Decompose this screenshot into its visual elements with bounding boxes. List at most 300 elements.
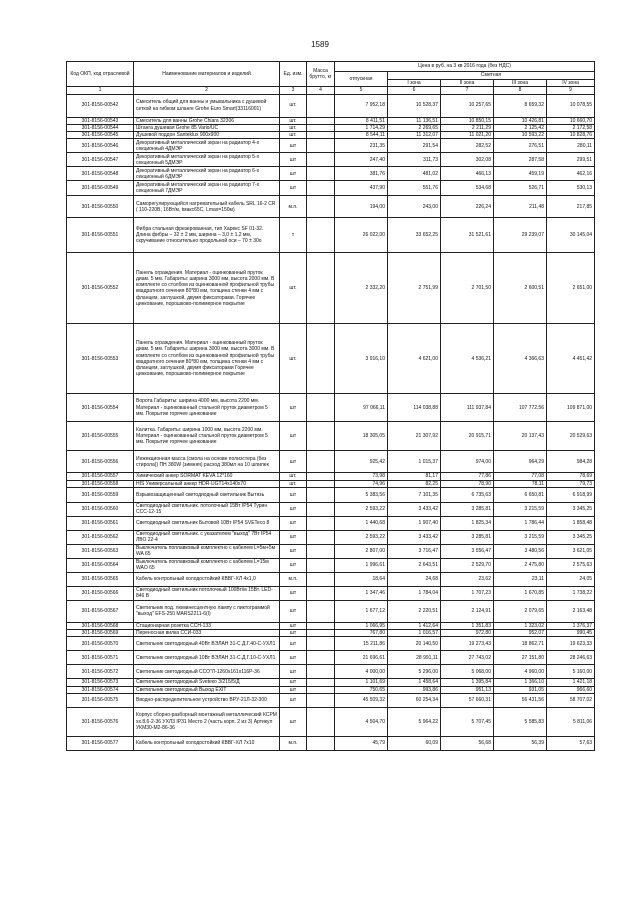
table-row	[67, 516, 595, 530]
row-price-zone4: 28 246,63	[547, 651, 595, 665]
row-mass	[307, 124, 335, 131]
row-unit: шт	[280, 651, 307, 665]
row-price-zone2: 11 021,20	[441, 132, 494, 139]
row-price-release: 437,90	[335, 181, 388, 196]
row-price-release: 1 347,46	[335, 586, 388, 600]
row-name: Выключатель поплавковый комплектно с кабелем L=15м WAO 65	[134, 558, 280, 572]
table-row	[67, 124, 595, 131]
table-row	[67, 665, 595, 679]
row-code: 301-8156-00559	[67, 487, 134, 502]
row-name: Кабель контрольный холодостойкий КВВГ-ХЛ 7х10	[134, 736, 280, 750]
row-name: Кабель контрольный холодостойкий КВВГ-ХЛ 4х1,0	[134, 572, 280, 586]
row-price-zone2: 111 937,84	[441, 394, 494, 422]
col-number: 5	[335, 87, 388, 94]
row-price-zone2: 226,24	[441, 196, 494, 218]
row-price-zone2: 20 915,71	[441, 422, 494, 451]
row-unit: т	[280, 218, 307, 253]
header-zone2: II зона	[441, 80, 494, 87]
table-row	[67, 679, 595, 686]
row-price-zone4: 2 172,58	[547, 124, 595, 131]
row-mass	[307, 651, 335, 665]
row-unit: шт	[280, 487, 307, 502]
row-name: Фибра стальная фрезерованная, тип Харекс SF 01-32. Длина фибры – 32 ± 2 мм, ширина – 3,0 ± 1,2 мм, скручивание относительно продольной оси – 70 ± 30о	[134, 218, 280, 253]
table-row	[67, 707, 595, 736]
row-mass	[307, 94, 335, 117]
row-price-zone4: 462,16	[547, 167, 595, 181]
row-mass	[307, 736, 335, 750]
row-price-zone4: 990,45	[547, 630, 595, 637]
row-price-zone1: 10 528,37	[388, 94, 441, 117]
row-price-zone3: 1 786,44	[494, 516, 547, 530]
row-price-zone3: 3 480,56	[494, 544, 547, 558]
row-price-release: 247,40	[335, 153, 388, 167]
row-code: 301-8156-00557	[67, 473, 134, 480]
table-row	[67, 117, 595, 124]
row-price-zone4: 984,28	[547, 451, 595, 473]
row-name: Взрывозащищенный светодиодный светильник Вытязь	[134, 487, 280, 502]
table-row	[67, 600, 595, 622]
row-price-zone3: 10 593,22	[494, 132, 547, 139]
row-price-zone2: 78,90	[441, 480, 494, 487]
row-price-zone1: 7 101,35	[388, 487, 441, 502]
row-price-release: 1 714,29	[335, 124, 388, 131]
row-price-release: 8 544,11	[335, 132, 388, 139]
row-code: 301-8156-00542	[67, 94, 134, 117]
row-price-zone3: 6 650,81	[494, 487, 547, 502]
row-price-zone1: 1 015,37	[388, 451, 441, 473]
row-price-release: 2 332,20	[335, 253, 388, 324]
row-code: 301-8156-00556	[67, 451, 134, 473]
row-price-release: 1 440,68	[335, 516, 388, 530]
row-price-zone3: 2 125,42	[494, 124, 547, 131]
row-mass	[307, 665, 335, 679]
header-zone4: IV зона	[547, 80, 595, 87]
row-price-zone1: 2 220,51	[388, 600, 441, 622]
row-price-zone1: 2 751,99	[388, 253, 441, 324]
row-price-zone3: 8 659,32	[494, 94, 547, 117]
header-code: Код ОКП, код отраслевой	[67, 62, 134, 87]
row-price-release: 3 916,10	[335, 324, 388, 394]
row-price-zone1: 11 136,51	[388, 117, 441, 124]
row-price-zone2: 974,00	[441, 451, 494, 473]
table-row	[67, 630, 595, 637]
row-name: Штанга душевая Grohe 85 Vario/UC	[134, 124, 280, 131]
row-price-zone1: 60 254,34	[388, 693, 441, 707]
row-name: Декоративный металлический экран на радиатор 7-х секционный 7ДМЭР	[134, 181, 280, 196]
row-price-zone4: 24,05	[547, 572, 595, 586]
row-price-release: 750,65	[335, 686, 388, 693]
row-price-release: 1 677,12	[335, 600, 388, 622]
header-price-group: Цена в руб. на 3 кв 2016 года (без НДС)	[335, 62, 595, 72]
row-price-release: 2 807,00	[335, 544, 388, 558]
row-price-zone4: 2 651,00	[547, 253, 595, 324]
row-unit: шт	[280, 153, 307, 167]
row-unit: м.п.	[280, 196, 307, 218]
table-row	[67, 324, 595, 394]
table-row	[67, 693, 595, 707]
row-price-zone1: 481,02	[388, 167, 441, 181]
table-row	[67, 651, 595, 665]
row-price-zone1: 1 458,64	[388, 679, 441, 686]
row-price-zone1: 11 312,07	[388, 132, 441, 139]
header-zone3: III зона	[494, 80, 547, 87]
row-mass	[307, 480, 335, 487]
row-price-release: 231,35	[335, 139, 388, 153]
row-unit: шт	[280, 707, 307, 736]
row-price-zone4: 2 163,48	[547, 600, 595, 622]
row-price-zone1: 3 716,47	[388, 544, 441, 558]
row-price-zone3: 29 239,07	[494, 218, 547, 253]
row-name: Светодиодный светильник потолочный 100Вт/м 15Вт. LED-846 В	[134, 586, 280, 600]
table-row	[67, 572, 595, 586]
row-name: Душевой поддон Santeklux 900х900	[134, 132, 280, 139]
row-price-zone1: 2 269,65	[388, 124, 441, 131]
table-row	[67, 94, 595, 117]
row-name: Саморегулирующийся нагревательный кабель SRL 16-2 CR ( 110-220В, 16Вт/м, tмакс65С, Lmax=150м)	[134, 196, 280, 218]
header-mass: Масса брутто, кг	[307, 62, 335, 87]
row-code: 301-8156-00546	[67, 139, 134, 153]
row-code: 301-8156-00555	[67, 422, 134, 451]
row-price-zone1: 291,54	[388, 139, 441, 153]
row-unit: шт	[280, 622, 307, 629]
row-name: Светильник под. люминесцентную лампу с пиктограммой "выход" EFS-250 MARS2211-6(I)	[134, 600, 280, 622]
row-price-zone3: 10 426,81	[494, 117, 547, 124]
row-unit: шт.	[280, 117, 307, 124]
row-code: 301-8156-00563	[67, 544, 134, 558]
row-name: Светильник светодиодный Выход EXIT	[134, 686, 280, 693]
header-name: Наименование материалов и изделий	[134, 62, 280, 87]
row-unit: шт	[280, 139, 307, 153]
row-price-zone4: 530,13	[547, 181, 595, 196]
row-unit: шт.	[280, 324, 307, 394]
table-row	[67, 132, 595, 139]
row-price-release: 26 022,00	[335, 218, 388, 253]
table-body	[67, 94, 595, 750]
row-price-zone2: 3 285,81	[441, 502, 494, 516]
row-price-zone4: 109 871,00	[547, 394, 595, 422]
row-unit: шт	[280, 181, 307, 196]
row-unit: шт	[280, 502, 307, 516]
row-unit: м.п.	[280, 572, 307, 586]
table-row	[67, 167, 595, 181]
row-mass	[307, 422, 335, 451]
row-price-zone2: 972,80	[441, 630, 494, 637]
row-price-zone3: 526,71	[494, 181, 547, 196]
row-price-zone3: 20 137,43	[494, 422, 547, 451]
row-price-release: 73,98	[335, 473, 388, 480]
row-price-release: 194,00	[335, 196, 388, 218]
row-price-zone2: 5 068,00	[441, 665, 494, 679]
row-price-zone4: 1 858,48	[547, 516, 595, 530]
row-price-release: 45,79	[335, 736, 388, 750]
row-code: 301-8156-00567	[67, 600, 134, 622]
row-price-zone2: 1 351,83	[441, 622, 494, 629]
row-unit: шт.	[280, 132, 307, 139]
row-price-zone4: 6 918,99	[547, 487, 595, 502]
row-price-release: 18 305,05	[335, 422, 388, 451]
row-code: 301-8156-00577	[67, 736, 134, 750]
row-price-zone2: 10 850,15	[441, 117, 494, 124]
row-name: Стационарная розетка ССН-133	[134, 622, 280, 629]
row-price-zone3: 78,11	[494, 480, 547, 487]
row-price-release: 381,76	[335, 167, 388, 181]
row-price-zone2: 2 529,70	[441, 558, 494, 572]
row-name: Светильник светодиодный 40Вт ВЭЛАН 31-С Д.Г.40-С-УХЛ1	[134, 637, 280, 651]
row-price-zone2: 466,13	[441, 167, 494, 181]
row-code: 301-8156-00576	[67, 707, 134, 736]
row-mass	[307, 530, 335, 544]
table-row	[67, 139, 595, 153]
row-price-zone4: 10 828,76	[547, 132, 595, 139]
row-price-zone1: 20 140,50	[388, 637, 441, 651]
header-release: отпускная	[335, 72, 388, 87]
row-price-zone4: 30 145,04	[547, 218, 595, 253]
row-price-zone1: 114 038,88	[388, 394, 441, 422]
row-price-release: 8 411,51	[335, 117, 388, 124]
row-name: Калитка. Габариты: ширина 1000 мм, высота 2200 мм. Материал - оцинкованный стальной пруток диаметром 5 мм. Покрытие горячее цинкование	[134, 422, 280, 451]
row-price-zone1: 311,73	[388, 153, 441, 167]
row-price-zone3: 1 323,02	[494, 622, 547, 629]
row-code: 301-8156-00550	[67, 196, 134, 218]
row-price-zone1: 3 433,42	[388, 502, 441, 516]
row-price-zone1: 1 907,40	[388, 516, 441, 530]
row-mass	[307, 487, 335, 502]
row-price-zone3: 1 366,10	[494, 679, 547, 686]
row-mass	[307, 502, 335, 516]
row-mass	[307, 572, 335, 586]
row-unit: шт	[280, 665, 307, 679]
row-price-zone3: 4 366,63	[494, 324, 547, 394]
row-price-zone2: 56,68	[441, 736, 494, 750]
row-name: HIS Универсальный анкер HDR-UGT14х140х70	[134, 480, 280, 487]
row-mass	[307, 451, 335, 473]
row-name: Декоративный металлический экран на радиатор 4-х секционный 4ДМЭР	[134, 139, 280, 153]
row-price-zone3: 964,29	[494, 451, 547, 473]
row-name: Декоративный металлический экран на радиатор 6-х секционный 6ДМЭР	[134, 167, 280, 181]
table-row	[67, 451, 595, 473]
row-price-zone3: 1 670,85	[494, 586, 547, 600]
table-row	[67, 736, 595, 750]
row-price-zone4: 78,69	[547, 473, 595, 480]
row-code: 301-8156-00554	[67, 394, 134, 422]
row-price-zone3: 27 151,80	[494, 651, 547, 665]
table-row	[67, 196, 595, 218]
row-mass	[307, 218, 335, 253]
row-unit: шт.	[280, 253, 307, 324]
row-unit: шт	[280, 422, 307, 451]
row-price-zone2: 2 211,29	[441, 124, 494, 131]
row-price-zone1: 81,17	[388, 473, 441, 480]
row-price-zone1: 4 621,00	[388, 324, 441, 394]
row-price-zone4: 10 078,55	[547, 94, 595, 117]
row-price-zone2: 31 521,61	[441, 218, 494, 253]
row-mass	[307, 637, 335, 651]
row-name: Переносная вилка ССИ-033	[134, 630, 280, 637]
table-row	[67, 558, 595, 572]
row-price-zone3: 5 585,83	[494, 707, 547, 736]
row-name: Светильник светодиодный 10Вт ВЭЛАН 31-С.Д.Г.10-С-УХЛ1	[134, 651, 280, 665]
row-name: Панель ограждения. Материал - оцинкованный пруток диам. 5 мм. Габариты: ширина 3000 мм, высота 3000 мм. В комплекте со столбом из оцинкованной профильной трубы квадратного сечения 80*80 мм, толщина стенки 4 мм с фланцем, заглушкой, двумя фиксаторами Горячее цинкование, порошково-полимерное покрытие	[134, 324, 280, 394]
row-code: 301-8156-00558	[67, 480, 134, 487]
row-code: 301-8156-00552	[67, 253, 134, 324]
row-code: 301-8156-00545	[67, 132, 134, 139]
row-price-release: 21 696,61	[335, 651, 388, 665]
row-name: Декоративный металлический экран на радиатор 5-х секционный 5ДМЭР	[134, 153, 280, 167]
table-row	[67, 153, 595, 167]
row-price-zone4: 79,73	[547, 480, 595, 487]
row-code: 301-8156-00566	[67, 586, 134, 600]
header-unit: Ед. изм.	[280, 62, 307, 87]
row-price-release: 5 383,56	[335, 487, 388, 502]
row-price-zone4: 4 451,42	[547, 324, 595, 394]
row-price-zone1: 2 643,51	[388, 558, 441, 572]
row-name: Светодиодный светильник. с указателем "выход" 7Вт IP54 ЛВО 22-4	[134, 530, 280, 544]
row-price-zone2: 19 273,43	[441, 637, 494, 651]
row-name: Инжекционная масса (смола на основе полиэстера (без стирола)) ПН 380W (зимняя) расход 380мл на 10 шпилек	[134, 451, 280, 473]
row-price-zone2: 951,13	[441, 686, 494, 693]
row-price-zone3: 2 600,51	[494, 253, 547, 324]
row-price-zone3: 211,48	[494, 196, 547, 218]
row-price-zone3: 77,08	[494, 473, 547, 480]
row-price-zone4: 19 623,33	[547, 637, 595, 651]
row-code: 301-8156-00548	[67, 167, 134, 181]
row-unit: шт	[280, 544, 307, 558]
row-price-zone1: 1 412,64	[388, 622, 441, 629]
table-row	[67, 181, 595, 196]
row-price-zone2: 77,86	[441, 473, 494, 480]
row-unit: шт	[280, 600, 307, 622]
row-unit: шт	[280, 637, 307, 651]
row-name: Корпус сборно-разборный монтажный металлический КСРМ хх.8.6-2-36 УХЛ3 IP31 Место 2 (часть корп. 2 из 3) Артикул УКМ30-М2-86-36	[134, 707, 280, 736]
row-name: Смеситель общий для ванны и умывальника с душевой сеткой на гибком шланге Grohe Euro Smart(33116001)	[134, 94, 280, 117]
row-price-release: 4 000,00	[335, 665, 388, 679]
row-price-zone4: 1 738,22	[547, 586, 595, 600]
row-code: 301-8156-00543	[67, 117, 134, 124]
row-price-zone3: 952,07	[494, 630, 547, 637]
table-row	[67, 544, 595, 558]
table-row	[67, 586, 595, 600]
col-number: 6	[388, 87, 441, 94]
row-name: Панель ограждения. Материал - оцинкованный пруток диам. 5 мм. Габариты: ширина 3000 мм, высота 2000 мм. В комплекте со столбом из оцинкованной профильной трубы квадратного сечения 80*80 мм, толщина стенки 4 мм с фланцем, заглушкой, двумя фиксаторами. Горячее цинкование, порошково-полимерное покрытие	[134, 253, 280, 324]
row-mass	[307, 630, 335, 637]
row-price-zone2: 3 285,81	[441, 530, 494, 544]
row-price-zone2: 1 707,23	[441, 586, 494, 600]
row-mass	[307, 693, 335, 707]
row-price-zone4: 1 421,18	[547, 679, 595, 686]
row-mass	[307, 132, 335, 139]
row-mass	[307, 558, 335, 572]
row-code: 301-8156-00553	[67, 324, 134, 394]
row-price-zone2: 2 124,91	[441, 600, 494, 622]
row-price-zone3: 107 772,56	[494, 394, 547, 422]
row-price-zone3: 276,51	[494, 139, 547, 153]
row-mass	[307, 544, 335, 558]
row-price-zone3: 3 215,59	[494, 530, 547, 544]
table-row	[67, 502, 595, 516]
row-name: Светильник светодиодный Svetеко 3/215/5/Д	[134, 679, 280, 686]
row-price-zone2: 1 825,34	[441, 516, 494, 530]
row-code: 301-8156-00571	[67, 651, 134, 665]
row-price-zone1: 1 784,04	[388, 586, 441, 600]
row-price-zone3: 287,58	[494, 153, 547, 167]
row-mass	[307, 253, 335, 324]
row-code: 301-8156-00575	[67, 693, 134, 707]
row-code: 301-8156-00561	[67, 516, 134, 530]
row-code: 301-8156-00562	[67, 530, 134, 544]
col-number: 7	[441, 87, 494, 94]
row-unit: шт	[280, 167, 307, 181]
row-price-zone1: 82,25	[388, 480, 441, 487]
row-price-zone2: 6 735,63	[441, 487, 494, 502]
col-number: 4	[307, 87, 335, 94]
row-unit: шт.	[280, 94, 307, 117]
row-mass	[307, 679, 335, 686]
row-price-zone4: 5 160,00	[547, 665, 595, 679]
row-mass	[307, 600, 335, 622]
row-price-zone4: 5 811,06	[547, 707, 595, 736]
table-row	[67, 480, 595, 487]
row-price-zone2: 57 660,31	[441, 693, 494, 707]
row-name: Смеситель для ванны Grohe Chiara 32306	[134, 117, 280, 124]
table-row	[67, 394, 595, 422]
row-unit: шт.	[280, 480, 307, 487]
row-code: 301-8156-00574	[67, 686, 134, 693]
row-code: 301-8156-00568	[67, 622, 134, 629]
col-number: 9	[547, 87, 595, 94]
row-name: Светодиодный светильник Бытовой 10Вт IP54 SVETeco 8	[134, 516, 280, 530]
row-price-zone4: 57,63	[547, 736, 595, 750]
row-price-zone1: 551,76	[388, 181, 441, 196]
price-table	[66, 61, 595, 751]
col-number: 2	[134, 87, 280, 94]
row-name: Ворота Габариты: ширина 4000 мм, высота 2200 мм. Материал - оцинкованный стальной пруток диаметром 5 мм. Покрытие горячее цинкование	[134, 394, 280, 422]
row-unit: шт.	[280, 473, 307, 480]
row-price-zone4: 280,11	[547, 139, 595, 153]
table-row	[67, 530, 595, 544]
row-mass	[307, 167, 335, 181]
row-price-release: 7 952,18	[335, 94, 388, 117]
row-name: Светодиодный светильник. потолочный 15Вт IP54 Турин ССС-12-15	[134, 502, 280, 516]
row-unit: шт	[280, 630, 307, 637]
row-price-release: 1 996,61	[335, 558, 388, 572]
row-price-zone2: 534,68	[441, 181, 494, 196]
row-price-zone4: 10 660,70	[547, 117, 595, 124]
row-price-zone3: 56 431,56	[494, 693, 547, 707]
table-row	[67, 487, 595, 502]
row-code: 301-8156-00544	[67, 124, 134, 131]
row-price-zone1: 993,86	[388, 686, 441, 693]
row-price-release: 15 211,86	[335, 637, 388, 651]
row-mass	[307, 473, 335, 480]
row-price-zone3: 23,11	[494, 572, 547, 586]
row-name: Светильник светодиодный ССО"Л-1260х161х116Р-36	[134, 665, 280, 679]
table-row	[67, 473, 595, 480]
row-price-zone2: 23,62	[441, 572, 494, 586]
row-code: 301-8156-00551	[67, 218, 134, 253]
row-code: 301-8156-00560	[67, 502, 134, 516]
row-mass	[307, 586, 335, 600]
row-price-zone4: 3 345,25	[547, 530, 595, 544]
row-code: 301-8156-00569	[67, 630, 134, 637]
row-name: Выключатель поплавковый комплектно с кабелем L=5м+5м WA 65	[134, 544, 280, 558]
row-price-zone4: 2 575,63	[547, 558, 595, 572]
row-code: 301-8156-00572	[67, 665, 134, 679]
row-unit: шт	[280, 394, 307, 422]
row-unit: шт	[280, 686, 307, 693]
row-price-zone2: 282,52	[441, 139, 494, 153]
row-code: 301-8156-00565	[67, 572, 134, 586]
row-price-zone1: 1 016,57	[388, 630, 441, 637]
